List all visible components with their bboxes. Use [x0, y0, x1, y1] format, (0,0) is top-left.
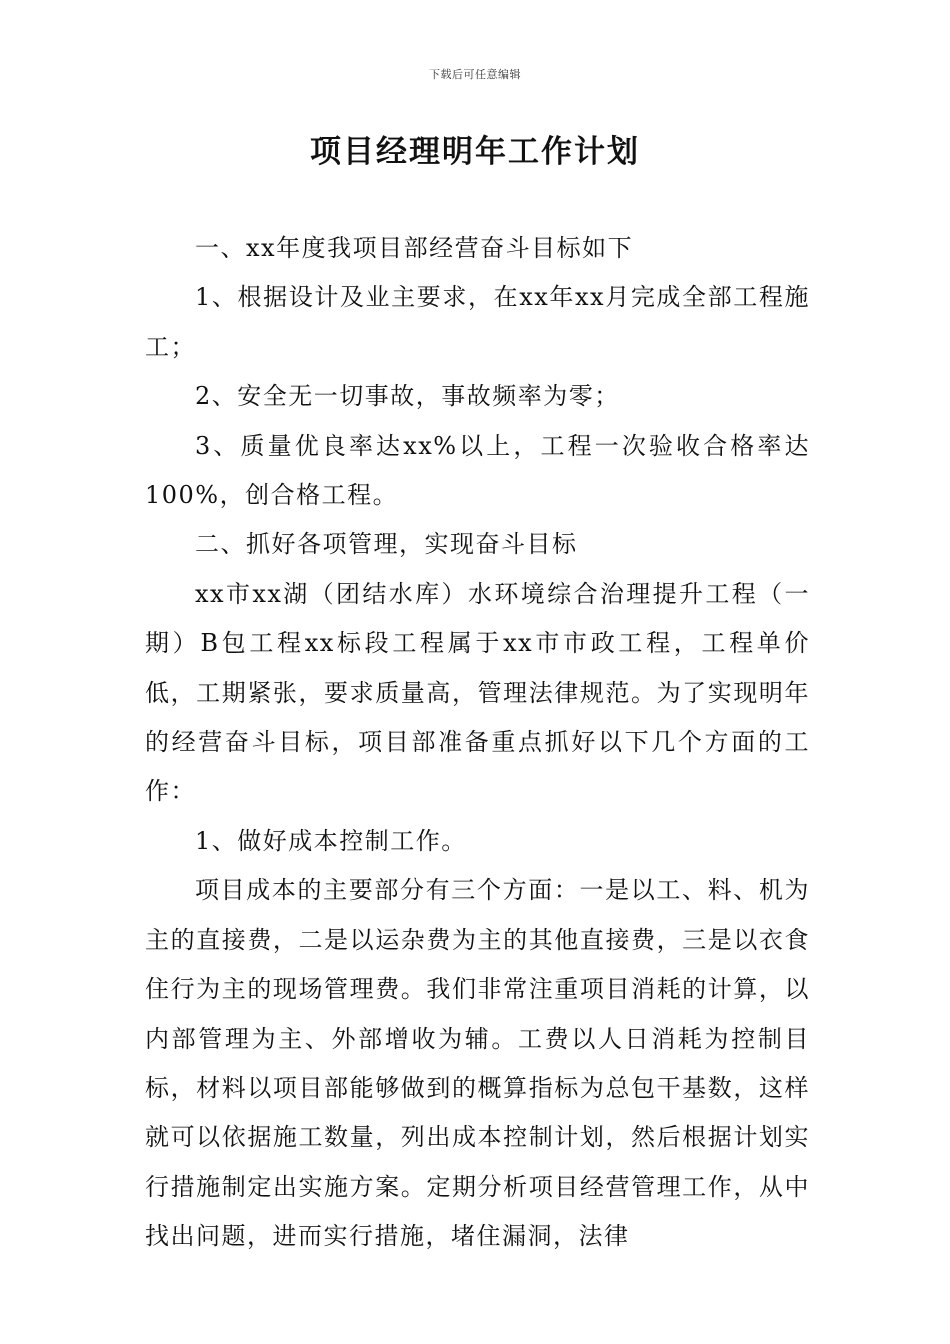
- paragraph-goal-2: 2、安全无一切事故，事故频率为零；: [195, 382, 620, 411]
- document-body: [145, 224, 810, 1262]
- header-note: 下载后可任意编辑: [429, 68, 521, 81]
- paragraph-cost-details: 项目成本的主要部分有三个方面：一是以工、料、机为主的直接费，二是以运杂费为主的其他直接费，三是以衣食住行为主的现场管理费。我们非常注重项目消耗的计算，以内部管理为主、外部增收为辅。工费以人日消耗为控制目标，材料以项目部能够做到的概算指标为总包干基数，这样就可以依据施工数量，列出成本控制计划，然后根据计划实行措施制定出实施方案。定期分析项目经营管理工作，从中找出问题，进而实行措施，堵住漏洞，法律: [145, 876, 810, 1251]
- paragraph-goal-3: 3、质量优良率达xx%以上，工程一次验收合格率达100%，创合格工程。: [145, 431, 810, 510]
- paragraph-project-overview: xx市xx湖（团结水库）水环境综合治理提升工程（一期）B包工程xx标段工程属于xx市市政工程，工程单价低，工期紧张，要求质量高，管理法律规范。为了实现明年的经营奋斗目标，项目部准备重点抓好以下几个方面的工作：: [145, 579, 810, 806]
- paragraph-section-one-heading: 一、xx年度我项目部经营奋斗目标如下: [195, 234, 634, 262]
- document-title: 项目经理明年工作计划: [310, 134, 640, 170]
- paragraph-item-cost-control: 1、做好成本控制工作。: [195, 826, 467, 855]
- paragraph-section-two-heading: 二、抓好各项管理，实现奋斗目标: [195, 530, 578, 559]
- paragraph-goal-1: 1、根据设计及业主要求，在xx年xx月完成全部工程施工；: [145, 283, 810, 361]
